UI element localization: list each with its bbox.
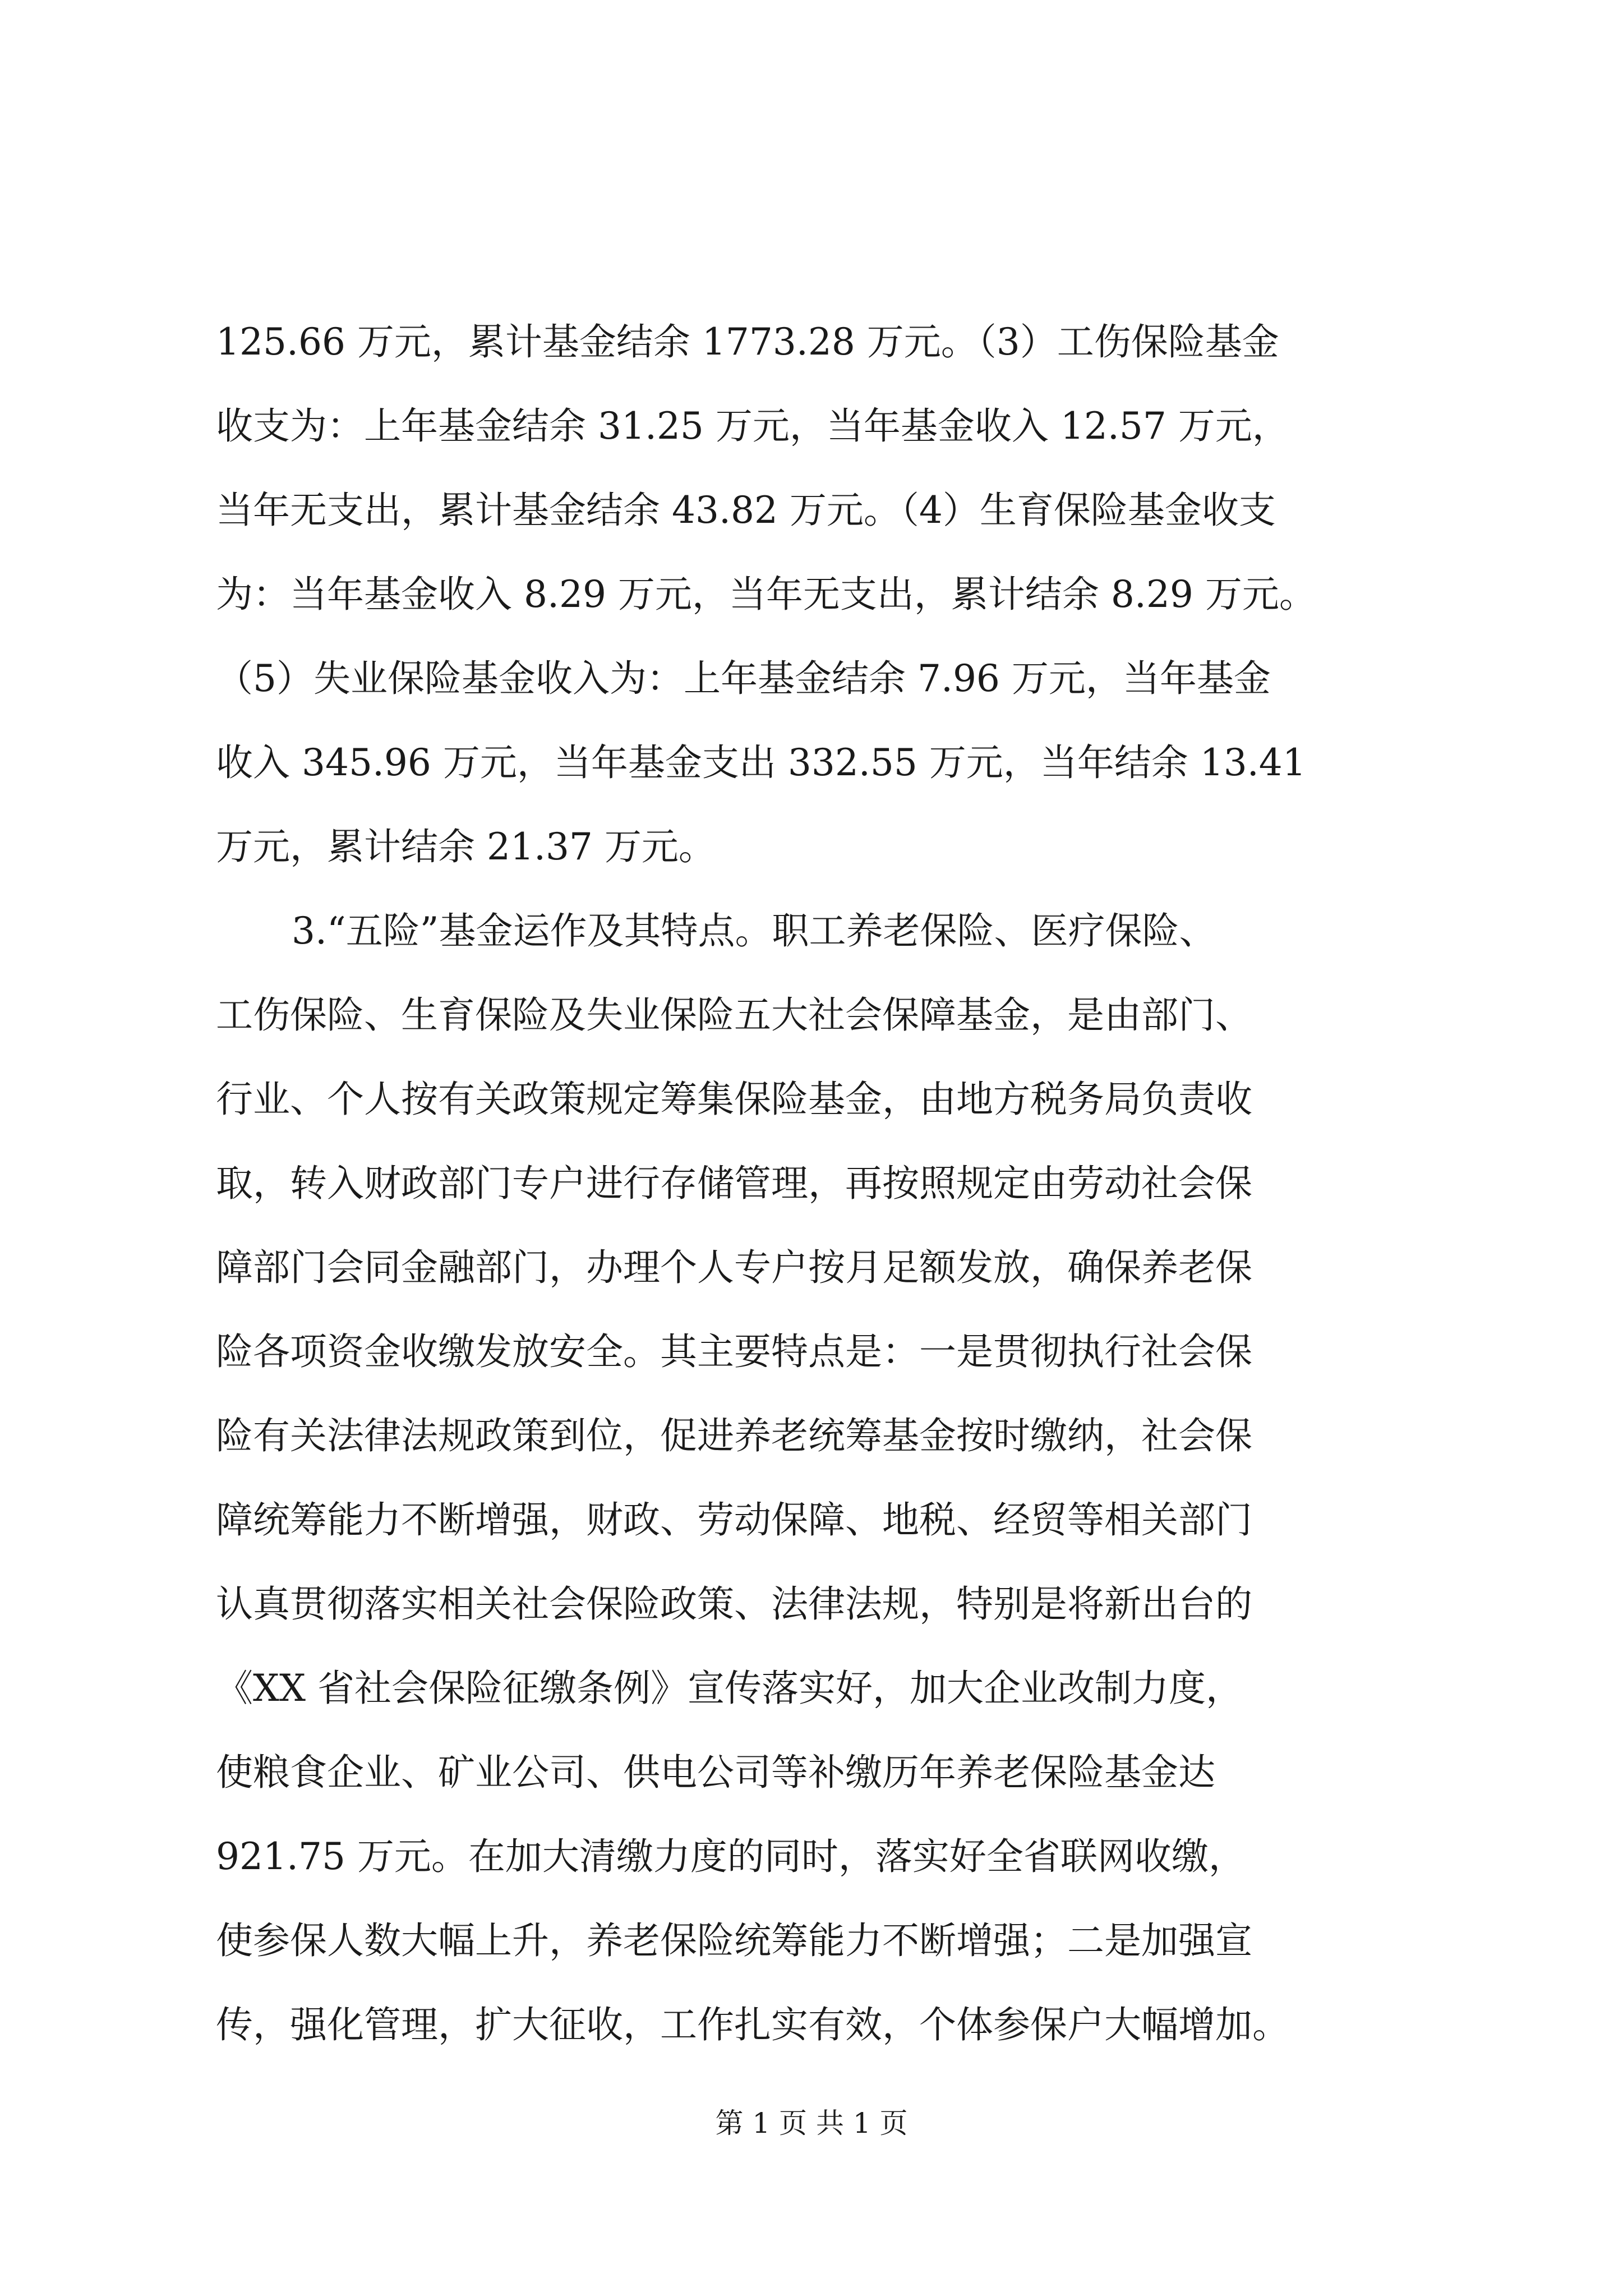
text-line: 障统筹能力不断增强，财政、劳动保障、地税、经贸等相关部门 <box>216 1498 1252 1542</box>
text-line: 《XX 省社会保险征缴条例》宣传落实好，加大企业改制力度， <box>216 1667 1243 1710</box>
text-line: 收入 345.96 万元，当年基金支出 332.55 万元，当年结余 13.41 <box>216 741 1306 784</box>
text-line: 921.75 万元。在加大清缴力度的同时，落实好全省联网收缴， <box>216 1835 1246 1878</box>
text-line: 为：当年基金收入 8.29 万元，当年无支出，累计结余 8.29 万元。 <box>216 573 1316 616</box>
text-line: 传，强化管理，扩大征收，工作扎实有效，个体参保户大幅增加。 <box>216 2003 1289 2046</box>
page-number-footer: 第 1 页 共 1 页 <box>715 2107 908 2139</box>
text-line: 险各项资金收缴发放安全。其主要特点是：一是贯彻执行社会保 <box>216 1330 1252 1373</box>
text-line: 万元，累计结余 21.37 万元。 <box>216 825 716 868</box>
text-line: 工伤保险、生育保险及失业保险五大社会保障基金，是由部门、 <box>216 993 1252 1037</box>
text-line: 收支为：上年基金结余 31.25 万元，当年基金收入 12.57 万元， <box>216 404 1289 448</box>
paragraph-heading-line: 3.“五险”基金运作及其特点。职工养老保险、医疗保险、 <box>292 909 1216 953</box>
text-line: 认真贯彻落实相关社会保险政策、法律法规，特别是将新出台的 <box>216 1582 1252 1626</box>
text-line: 125.66 万元，累计基金结余 1773.28 万元。（3）工伤保险基金 <box>216 320 1279 364</box>
text-line: 当年无支出，累计基金结余 43.82 万元。（4）生育保险基金收支 <box>216 489 1276 532</box>
text-line: 取，转入财政部门专户进行存储管理，再按照规定由劳动社会保 <box>216 1162 1252 1205</box>
text-line: 行业、个人按有关政策规定筹集保险基金，由地方税务局负责收 <box>216 1078 1252 1121</box>
text-line: 险有关法律法规政策到位，促进养老统筹基金按时缴纳，社会保 <box>216 1414 1252 1457</box>
text-line: 使参保人数大幅上升，养老保险统筹能力不断增强；二是加强宣 <box>216 1919 1252 1962</box>
text-line: 障部门会同金融部门，办理个人专户按月足额发放，确保养老保 <box>216 1246 1252 1289</box>
text-line: 使粮食企业、矿业公司、供电公司等补缴历年养老保险基金达 <box>216 1751 1215 1794</box>
text-line: （5）失业保险基金收入为：上年基金结余 7.96 万元，当年基金 <box>216 657 1271 700</box>
document-body <box>216 300 1416 2067</box>
